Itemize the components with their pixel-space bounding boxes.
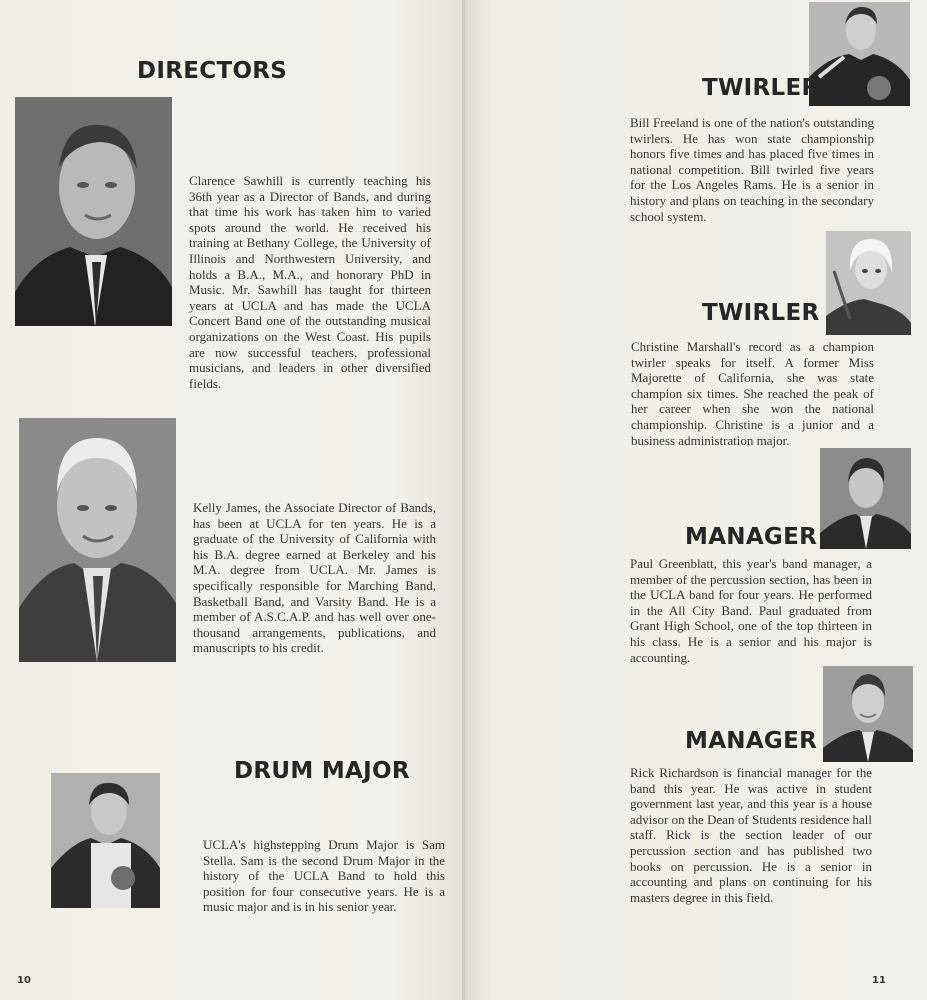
heading-drum-major: DRUM MAJOR <box>234 758 410 784</box>
photo-kelly-james <box>19 418 176 662</box>
photo-bill-freeland <box>809 2 910 106</box>
page-number-right: 11 <box>872 975 886 986</box>
heading-manager-2: MANAGER <box>685 728 818 754</box>
bio-clarence-sawhill: Clarence Sawhill is currently teaching his 36th year as a Director of Bands, and during that time his work has taken him to varied spots around the world. He received his training at Bethany College, the University of Illinois and Northwestern University, and holds a B.A., M.A., and honorary PhD in Music. Mr. Sawhill has taught for thirteen years at UCLA and has made the UCLA Concert Band one of the outstanding musical organizations on the West Coast. His pupils are now successful teachers, professional musicians, and leaders in other diversified fields. <box>189 173 431 391</box>
heading-twirler-2: TWIRLER <box>702 300 820 326</box>
photo-rick-richardson <box>823 666 913 762</box>
bio-sam-stella: UCLA's highstepping Drum Major is Sam Stella. Sam is the second Drum Major in the history of the UCLA Band to hold this position for four consecutive years. He is a music major and is in his senior year. <box>203 837 445 915</box>
photo-clarence-sawhill <box>15 97 172 326</box>
bio-christine-marshall: Christine Marshall's record as a champion twirler speaks for itself. A former Miss Majorette of California, she was state champion six times. She reached the peak of her career when she won the national championship. Christine is a junior and a business administration major. <box>631 339 874 448</box>
bio-paul-greenblatt: Paul Greenblatt, this year's band manager, a member of the percussion section, has been in the UCLA band for four years. He performed in the All City Band. Paul graduated from Grant High School, one of the top thirteen in his class. He is a senior and his major is accounting. <box>630 556 872 665</box>
page-gutter <box>462 0 465 1000</box>
bio-kelly-james: Kelly James, the Associate Director of Bands, has been at UCLA for ten years. He is a graduate of the University of California with his B.A. degree earned at Berkeley and his M.A. degree from UCLA. Mr. James is specifically responsible for Marching Band, Basketball Band, and Varsity Band. He is a member of A.S.C.A.P. and has well over one-thousand arrangements, publications, and manuscripts to his credit. <box>193 500 436 656</box>
heading-manager-1: MANAGER <box>685 524 818 550</box>
page-number-left: 10 <box>17 975 31 986</box>
photo-sam-stella <box>51 773 160 908</box>
photo-christine-marshall <box>826 231 911 335</box>
bio-bill-freeland: Bill Freeland is one of the nation's outstanding twirlers. He has won state championship honors five times and has placed five times in national competition. Bill twirled five years for the Los Angeles Rams. He is a senior in history and plans on teaching in the secondary school system. <box>630 115 874 224</box>
bio-rick-richardson: Rick Richardson is financial manager for the band this year. He was active in student government last year, and this year is a house advisor on the Dean of Students residence hall staff. Rick is the section leader of our percussion section and has published two books on percussion. He is a senior in accounting and plans on continuing for his masters degree in this field. <box>630 765 872 905</box>
heading-directors: DIRECTORS <box>137 58 288 84</box>
heading-twirler-1: TWIRLER <box>702 75 820 101</box>
photo-paul-greenblatt <box>820 448 911 549</box>
